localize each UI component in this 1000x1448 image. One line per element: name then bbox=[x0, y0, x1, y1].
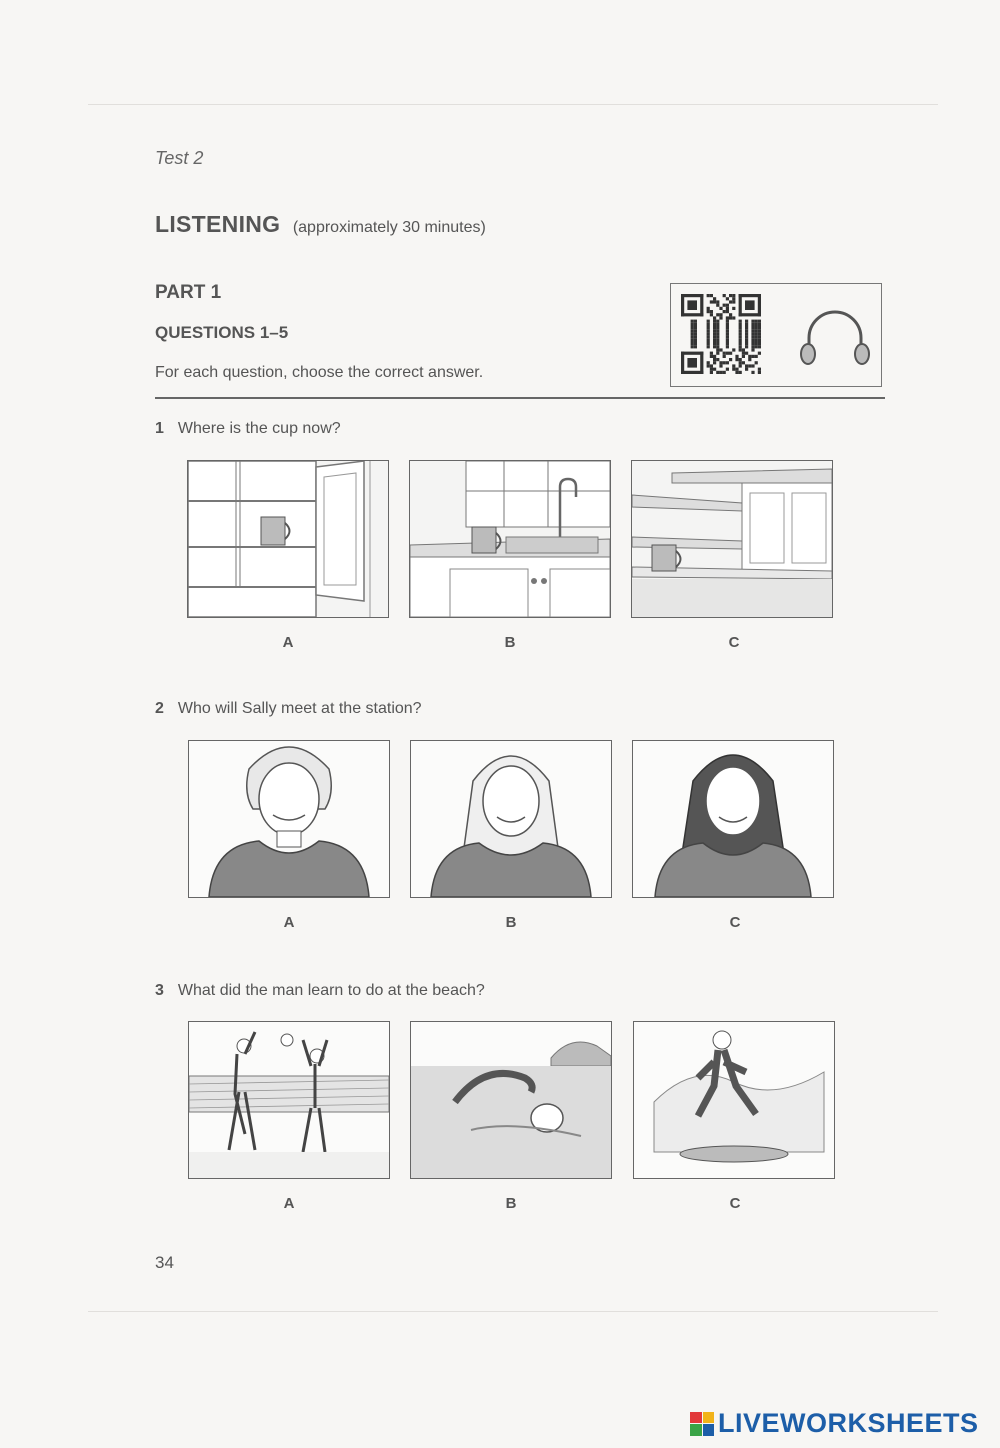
question-3 bbox=[155, 982, 485, 1000]
q3-option-a-label: A bbox=[283, 1195, 295, 1212]
section-title: LISTENING bbox=[155, 211, 281, 237]
q2-option-c-picture[interactable] bbox=[632, 740, 834, 898]
question-number: 2 bbox=[155, 700, 164, 717]
q1-option-a-label: A bbox=[282, 634, 294, 651]
woman-long-dark-hair-illustration bbox=[633, 741, 833, 897]
question-2 bbox=[155, 700, 422, 718]
q2-option-a-picture[interactable] bbox=[188, 740, 390, 898]
liveworksheets-logo[interactable] bbox=[690, 1408, 979, 1439]
question-1 bbox=[155, 420, 341, 438]
sink-cup-illustration bbox=[410, 461, 610, 617]
question-text: What did the man learn to do at the beach? bbox=[177, 982, 485, 999]
section-heading bbox=[155, 211, 486, 238]
q1-option-a-picture[interactable] bbox=[187, 460, 389, 618]
beach-volleyball-illustration bbox=[189, 1022, 389, 1178]
q1-option-c-picture[interactable] bbox=[631, 460, 833, 618]
q3-option-c-picture[interactable] bbox=[633, 1021, 835, 1179]
q2-option-b-picture[interactable] bbox=[410, 740, 612, 898]
cupboard-cup-illustration bbox=[188, 461, 388, 617]
woman-short-hair-illustration bbox=[189, 741, 389, 897]
part-label: PART 1 bbox=[155, 282, 222, 303]
question-text: Where is the cup now? bbox=[177, 420, 341, 437]
q3-option-b-label: B bbox=[505, 1195, 517, 1212]
q2-option-c-label: C bbox=[729, 914, 741, 931]
q3-option-b-picture[interactable] bbox=[410, 1021, 612, 1179]
question-number: 3 bbox=[155, 982, 164, 999]
question-number: 1 bbox=[155, 420, 164, 437]
q1-option-b-picture[interactable] bbox=[409, 460, 611, 618]
questions-range-label: QUESTIONS 1–5 bbox=[155, 323, 289, 342]
page-number: 34 bbox=[155, 1253, 174, 1272]
q3-option-a-picture[interactable] bbox=[188, 1021, 390, 1179]
q3-option-c-label: C bbox=[729, 1195, 741, 1212]
q2-option-b-label: B bbox=[505, 914, 517, 931]
logo-text: LIVEWORKSHEETS bbox=[718, 1408, 979, 1438]
test-label: Test 2 bbox=[155, 148, 204, 168]
q1-option-b-label: B bbox=[504, 634, 516, 651]
qr-code-icon[interactable] bbox=[681, 294, 761, 374]
woman-long-fair-hair-illustration bbox=[411, 741, 611, 897]
section-duration: (approximately 30 minutes) bbox=[292, 219, 486, 236]
logo-mark-icon bbox=[690, 1412, 714, 1436]
top-rule bbox=[88, 104, 938, 105]
bottom-rule bbox=[88, 1311, 938, 1312]
q1-option-c-label: C bbox=[728, 634, 740, 651]
headphones-icon bbox=[795, 302, 875, 372]
q2-option-a-label: A bbox=[283, 914, 295, 931]
shelf-cup-illustration bbox=[632, 461, 832, 617]
part-divider bbox=[155, 397, 885, 399]
audio-box bbox=[670, 283, 882, 387]
question-text: Who will Sally meet at the station? bbox=[177, 700, 422, 717]
swimming-illustration bbox=[411, 1022, 611, 1178]
instructions: For each question, choose the correct answer. bbox=[155, 364, 484, 381]
surfing-illustration bbox=[634, 1022, 834, 1178]
